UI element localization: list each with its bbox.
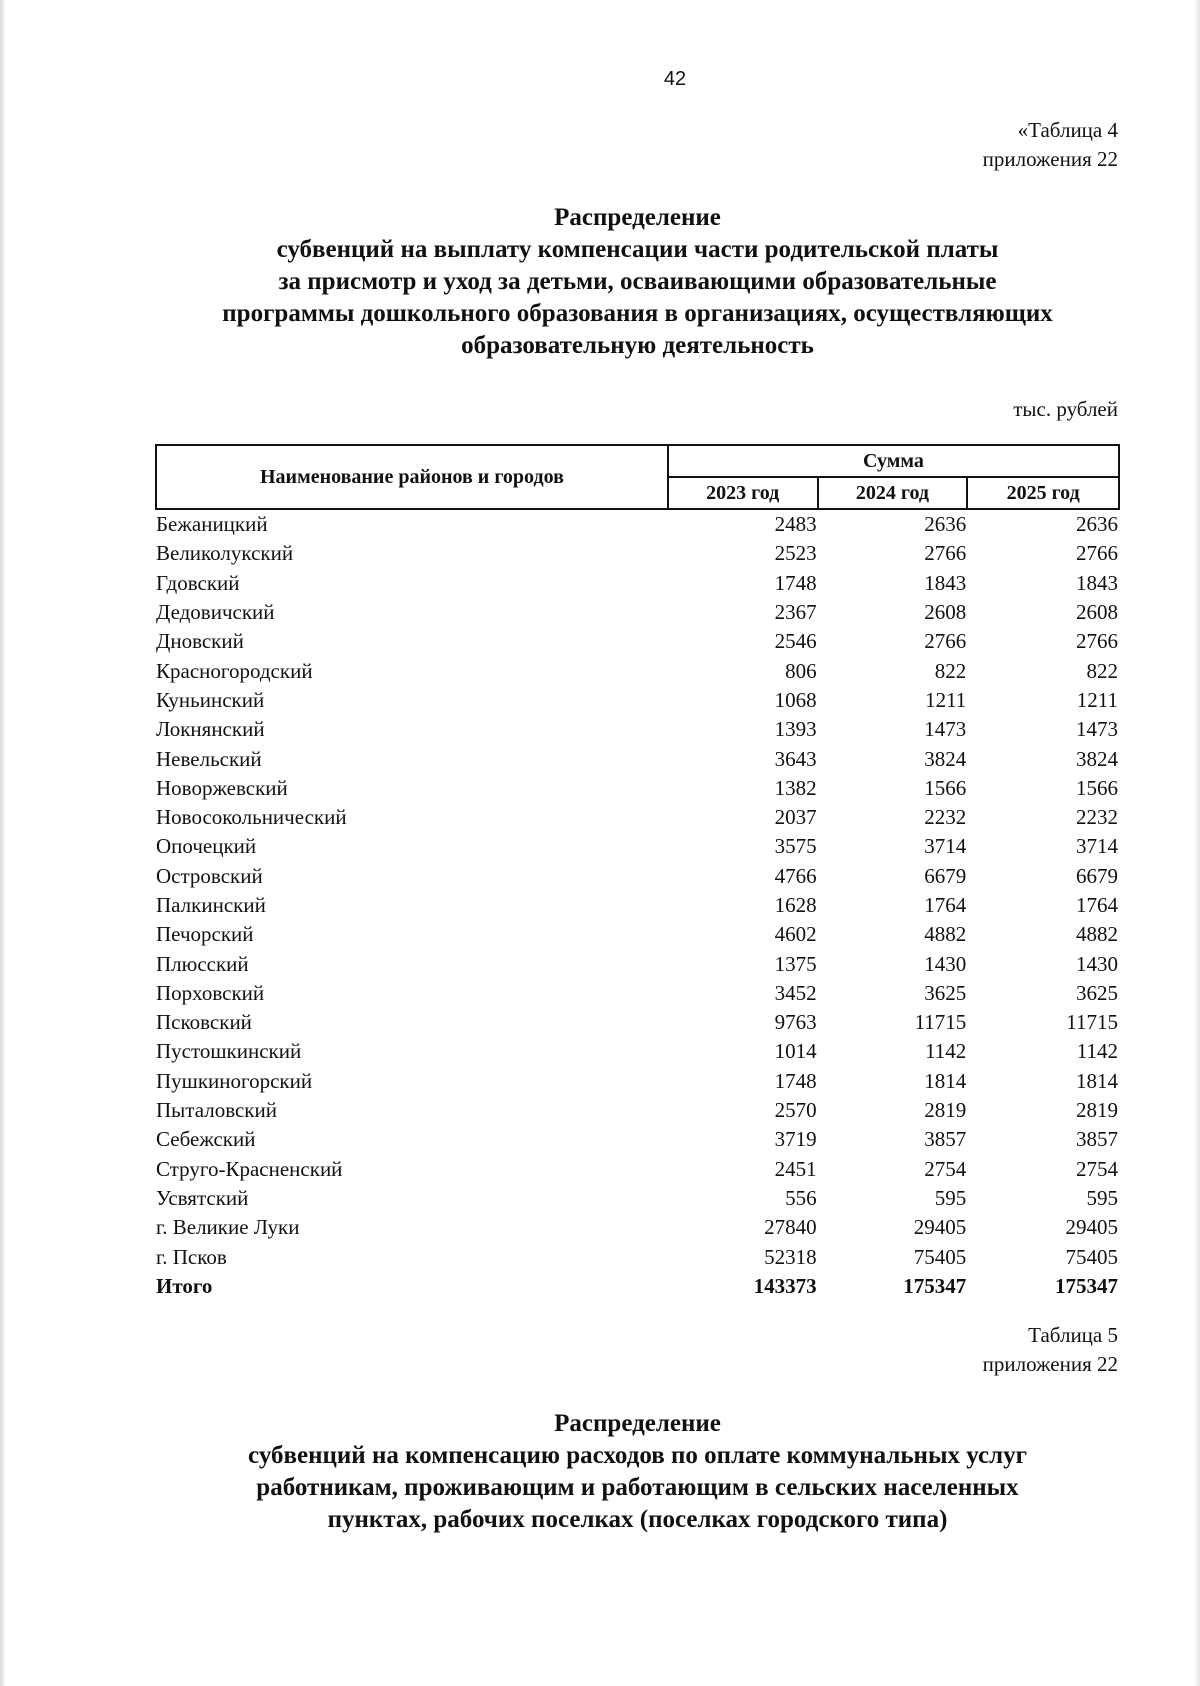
cell-2023: 2037 xyxy=(774,805,817,830)
cell-2023: 1375 xyxy=(774,951,817,976)
table5-ref-line2: приложения 22 xyxy=(982,1352,1118,1376)
cell-2025: 1764 xyxy=(1076,893,1118,917)
cell-2024: 175347 xyxy=(903,1273,967,1298)
cell-2024: 2232 xyxy=(924,805,967,830)
table5-subtitle-line: субвенций на компенсацию расходов по оплате коммунальных услуг xyxy=(248,1442,1027,1469)
cell-district-name: Палкинский xyxy=(156,893,266,917)
cell-district-name: Новосокольнический xyxy=(156,805,347,830)
cell-2025: 11715 xyxy=(1066,1010,1118,1035)
cell-2023: 3719 xyxy=(774,1127,817,1152)
cell-2023: 1068 xyxy=(774,687,817,712)
table-body xyxy=(156,509,1119,1301)
scan-edge-left xyxy=(0,0,6,1686)
table-row xyxy=(156,920,1119,949)
cell-2025: 1142 xyxy=(1076,1039,1118,1064)
cell-district-name: Пушкиногорский xyxy=(156,1068,313,1093)
units-label: тыс. рублей xyxy=(1013,397,1118,421)
table5-reference xyxy=(983,1321,1118,1379)
cell-district-name: Островский xyxy=(156,863,263,888)
table5-heading xyxy=(150,1408,1125,1536)
cell-2024: 822 xyxy=(934,658,967,683)
distribution-table xyxy=(155,444,1120,1301)
cell-2025: 1843 xyxy=(1076,570,1118,595)
table5-subtitle-line: пунктах, рабочих поселках (поселках городского типа) xyxy=(327,1506,948,1533)
cell-district-name: Струго-Красненский xyxy=(156,1156,343,1181)
cell-2025: 595 xyxy=(1086,1185,1118,1210)
column-header-2024: 2024 год xyxy=(818,477,968,509)
cell-2025: 2636 xyxy=(1076,512,1118,537)
cell-2024: 1566 xyxy=(924,775,967,800)
cell-2025: 2232 xyxy=(1076,805,1118,830)
cell-2025: 1566 xyxy=(1076,775,1118,800)
table-row xyxy=(156,509,1119,539)
cell-2023: 52318 xyxy=(764,1244,817,1269)
table-row xyxy=(156,1096,1119,1125)
table-row xyxy=(156,862,1119,891)
cell-2025: 3625 xyxy=(1076,980,1118,1005)
cell-2025: 1473 xyxy=(1076,717,1118,742)
cell-2023: 2483 xyxy=(774,512,817,537)
cell-2025: 1211 xyxy=(1076,687,1118,712)
cell-2023: 1382 xyxy=(774,775,817,800)
table-row xyxy=(156,1037,1119,1066)
cell-2024: 3857 xyxy=(924,1127,967,1152)
column-header-2023: 2023 год xyxy=(668,477,818,509)
cell-2024: 1430 xyxy=(924,951,967,976)
cell-district-name: Усвятский xyxy=(156,1185,249,1210)
table-row xyxy=(156,656,1119,685)
column-header-2025: 2025 год xyxy=(967,477,1119,509)
table4-ref-line2: приложения 22 xyxy=(982,147,1118,171)
table-row xyxy=(156,1184,1119,1213)
cell-2023: 4766 xyxy=(774,863,817,888)
cell-2025: 2766 xyxy=(1076,541,1118,566)
table-row xyxy=(156,1067,1119,1096)
table-row xyxy=(156,1155,1119,1184)
cell-2024: 1142 xyxy=(925,1039,967,1064)
cell-2023: 1393 xyxy=(774,717,817,742)
table5-title: Распределение xyxy=(554,1410,721,1437)
table4-ref-line1: «Таблица 4 xyxy=(1017,118,1118,142)
cell-2024: 3714 xyxy=(924,834,967,859)
cell-district-name: Итого xyxy=(156,1273,213,1298)
cell-2023: 806 xyxy=(785,658,817,683)
table-row xyxy=(156,598,1119,627)
scan-edge-right xyxy=(1194,0,1200,1686)
cell-2024: 1473 xyxy=(924,717,967,742)
table-row xyxy=(156,569,1119,598)
cell-2023: 27840 xyxy=(764,1215,817,1240)
table4-subtitle-line: субвенций на выплату компенсации части родительской платы xyxy=(276,236,999,263)
cell-2025: 2766 xyxy=(1076,629,1118,654)
table-row xyxy=(156,1213,1119,1242)
table-row xyxy=(156,949,1119,978)
cell-2024: 2754 xyxy=(924,1156,967,1181)
table4-title: Распределение xyxy=(554,204,721,231)
cell-2023: 143373 xyxy=(753,1273,817,1298)
table4-subtitle-line: за присмотр и уход за детьми, осваивающими образовательные xyxy=(278,268,997,295)
cell-2024: 2608 xyxy=(924,600,967,625)
table4-subtitle-line: образовательную деятельность xyxy=(461,332,814,359)
cell-2023: 3452 xyxy=(774,980,817,1005)
cell-2025: 2608 xyxy=(1076,600,1118,625)
cell-district-name: г. Великие Луки xyxy=(156,1215,300,1240)
cell-2025: 6679 xyxy=(1076,863,1118,888)
cell-district-name: Дновский xyxy=(156,629,244,654)
cell-2025: 3857 xyxy=(1076,1127,1118,1152)
cell-district-name: г. Псков xyxy=(156,1244,227,1269)
cell-2023: 4602 xyxy=(774,922,817,947)
cell-district-name: Гдовский xyxy=(156,570,240,595)
cell-2023: 2451 xyxy=(774,1156,817,1181)
table4-subtitle-line: программы дошкольного образования в организациях, осуществляющих xyxy=(222,300,1053,327)
cell-2025: 4882 xyxy=(1076,922,1118,947)
cell-2025: 1430 xyxy=(1076,951,1118,976)
table-row xyxy=(156,715,1119,744)
cell-2025: 822 xyxy=(1086,658,1118,683)
cell-district-name: Порховский xyxy=(156,980,265,1005)
cell-district-name: Куньинский xyxy=(156,687,265,712)
cell-district-name: Невельский xyxy=(156,746,262,771)
table-row-total xyxy=(156,1272,1119,1301)
cell-2023: 1014 xyxy=(774,1039,817,1064)
cell-2023: 2367 xyxy=(774,600,817,625)
table-row xyxy=(156,1008,1119,1037)
table-row xyxy=(156,1242,1119,1271)
cell-2024: 2819 xyxy=(924,1098,967,1123)
cell-2024: 2636 xyxy=(924,512,967,537)
cell-2025: 175347 xyxy=(1055,1273,1118,1298)
cell-2024: 6679 xyxy=(924,863,967,888)
cell-2023: 2570 xyxy=(774,1098,817,1123)
cell-2023: 9763 xyxy=(774,1010,817,1035)
column-header-sum: Сумма xyxy=(668,445,1119,477)
cell-2023: 2523 xyxy=(774,541,817,566)
cell-2023: 1748 xyxy=(774,570,817,595)
table4-reference xyxy=(983,116,1118,174)
cell-2024: 3824 xyxy=(924,746,967,771)
cell-2024: 11715 xyxy=(914,1010,967,1035)
page-number: 42 xyxy=(663,68,687,90)
cell-2024: 2766 xyxy=(924,541,967,566)
table-row xyxy=(156,891,1119,920)
cell-district-name: Локнянский xyxy=(156,717,265,742)
cell-2025: 3824 xyxy=(1076,746,1118,771)
cell-2025: 3714 xyxy=(1076,834,1118,859)
cell-district-name: Опочецкий xyxy=(156,834,257,859)
cell-2025: 29405 xyxy=(1065,1215,1118,1240)
table-row xyxy=(156,803,1119,832)
table4-heading xyxy=(150,202,1125,362)
cell-2023: 3575 xyxy=(774,834,817,859)
cell-district-name: Себежский xyxy=(156,1127,256,1152)
cell-district-name: Псковский xyxy=(156,1010,252,1035)
cell-district-name: Бежаницкий xyxy=(156,512,268,537)
cell-2024: 2766 xyxy=(924,629,967,654)
table5-subtitle-line: работникам, проживающим и работающим в сельских населенных xyxy=(256,1474,1019,1501)
cell-2024: 75405 xyxy=(913,1244,967,1269)
table5-ref-line1: Таблица 5 xyxy=(1028,1323,1118,1347)
cell-2025: 1814 xyxy=(1076,1068,1118,1093)
cell-2023: 556 xyxy=(785,1185,817,1210)
cell-2025: 2819 xyxy=(1076,1098,1118,1123)
cell-2023: 1628 xyxy=(774,893,817,917)
table-row xyxy=(156,744,1119,773)
cell-2025: 75405 xyxy=(1065,1244,1118,1269)
cell-district-name: Великолукский xyxy=(156,541,294,566)
table-row xyxy=(156,686,1119,715)
cell-district-name: Печорский xyxy=(156,922,254,947)
cell-district-name: Красногородский xyxy=(156,658,313,683)
cell-2023: 3643 xyxy=(774,746,817,771)
cell-2024: 29405 xyxy=(913,1215,967,1240)
cell-2024: 1843 xyxy=(924,570,967,595)
column-header-name: Наименование районов и городов xyxy=(156,445,668,509)
table-row xyxy=(156,774,1119,803)
table-row xyxy=(156,1125,1119,1154)
cell-2023: 1748 xyxy=(774,1068,817,1093)
cell-2023: 2546 xyxy=(774,629,817,654)
cell-2024: 3625 xyxy=(924,980,967,1005)
cell-2024: 1814 xyxy=(924,1068,967,1093)
table-row xyxy=(156,627,1119,656)
table-row xyxy=(156,832,1119,861)
cell-district-name: Пустошкинский xyxy=(156,1039,302,1064)
cell-district-name: Плюсский xyxy=(156,951,249,976)
cell-2024: 1211 xyxy=(925,687,967,712)
table-row xyxy=(156,539,1119,568)
cell-2024: 4882 xyxy=(924,922,967,947)
cell-district-name: Пыталовский xyxy=(156,1098,277,1123)
cell-2025: 2754 xyxy=(1076,1156,1118,1181)
cell-2024: 595 xyxy=(934,1185,967,1210)
cell-2024: 1764 xyxy=(924,893,967,917)
table-row xyxy=(156,979,1119,1008)
cell-district-name: Новоржевский xyxy=(156,775,288,800)
cell-district-name: Дедовичский xyxy=(156,600,275,625)
